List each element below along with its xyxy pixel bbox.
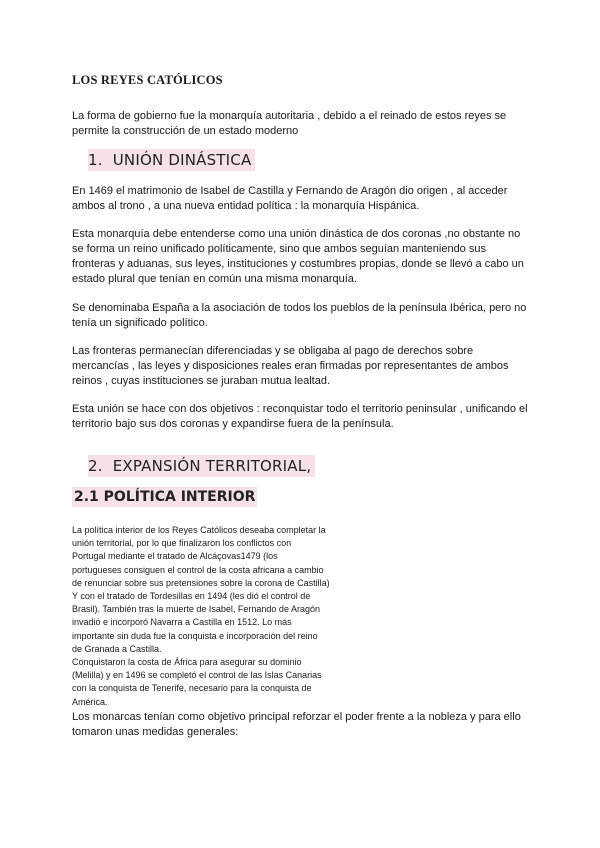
document-title: LOS REYES CATÓLICOS [72,73,223,87]
intro-paragraph: La forma de gobierno fue la monarquía autoritaria , debido a el reinado de estos reyes se permite la construcción de un estado moderno [72,110,507,137]
body-line: unión territorial, por lo que finalizaron los conflictos con [72,538,292,549]
section-2-heading [88,455,315,477]
section-1-paragraph-5: Esta unión se hace con dos objetivos : reconquistar todo el territorio peninsular , unificando el territorio bajo sus dos coronas y expandirse fuera de la península. [72,403,528,430]
body-line: La política interior de los Reyes Católicos deseaba completar la [72,525,326,535]
body-line: Portugal mediante el tratado de Alcáçovas1479 (los [72,551,278,562]
body-line: de Granada a Castilla. [72,643,162,654]
section-2-number: 2. [88,457,103,475]
section-1-paragraph-4: Las fronteras permanecían diferenciadas y se obligaba al pago de derechos sobre mercancías , las leyes y disposiciones reales eran firmadas por representantes de ambos reinos , cuyas instituciones se juraban mutua lealtad. [72,345,509,387]
body-line: importante sin duda fue la conquista e incorporación del reino [72,630,318,641]
body-line: portugueses consiguen el control de la costa africana a cambio [72,564,324,575]
section-1-paragraph-3: Se denominaba España a la asociación de todos los pueblos de la península Ibérica, pero no tenía un significado político. [72,302,527,329]
subsection-2-1-heading: 2.1 POLÍTICA INTERIOR [74,489,256,505]
body-line: Conquistaron la costa de África para asegurar su dominio [72,657,302,668]
section-1-paragraph-2: Esta monarquía debe entenderse como una unión dinástica de dos coronas ,no obstante no se forma un reino unificado políticamente, sino que ambos seguían manteniendo sus fronteras y aduanas, sus leyes, instituciones y costumbres propias, donde se llevó a cabo un estado plural que tenían en común una misma monarquía. [72,228,524,285]
body-line: con la conquista de Tenerife, necesario para la conquista de [72,683,312,694]
section-1-paragraph-1: En 1469 el matrimonio de Isabel de Castilla y Fernando de Aragón dio origen , al acceder ambos al trono , a una nueva entidad política : la monarquía Hispánica. [72,185,508,212]
body-line: Brasil). También tras la muerte de Isabel, Fernando de Aragón [72,604,320,615]
body-line: invadió e incorporó Navarra a Castilla en 1512. Lo más [72,617,292,628]
body-line: de renunciar sobre sus pretensiones sobre la corona de Castilla) [72,577,330,588]
subsection-2-1-body [72,524,372,709]
subsection-2-1-closing: Los monarcas tenían como objetivo principal reforzar el poder frente a la nobleza y para ello tomaron unas medidas generales: [72,711,521,738]
body-line: (Melilla) y en 1496 se completó el control de las Islas Canarias [72,670,322,681]
section-1-title: UNIÓN DINÁSTICA [112,151,252,169]
body-line: Y con el tratado de Tordesillas en 1494 (les dió el control de [72,591,311,602]
section-1-number: 1. [88,151,103,169]
section-1-heading [88,149,255,171]
body-line: América. [72,696,108,707]
section-2-title: EXPANSIÓN TERRITORIAL, [112,457,312,475]
